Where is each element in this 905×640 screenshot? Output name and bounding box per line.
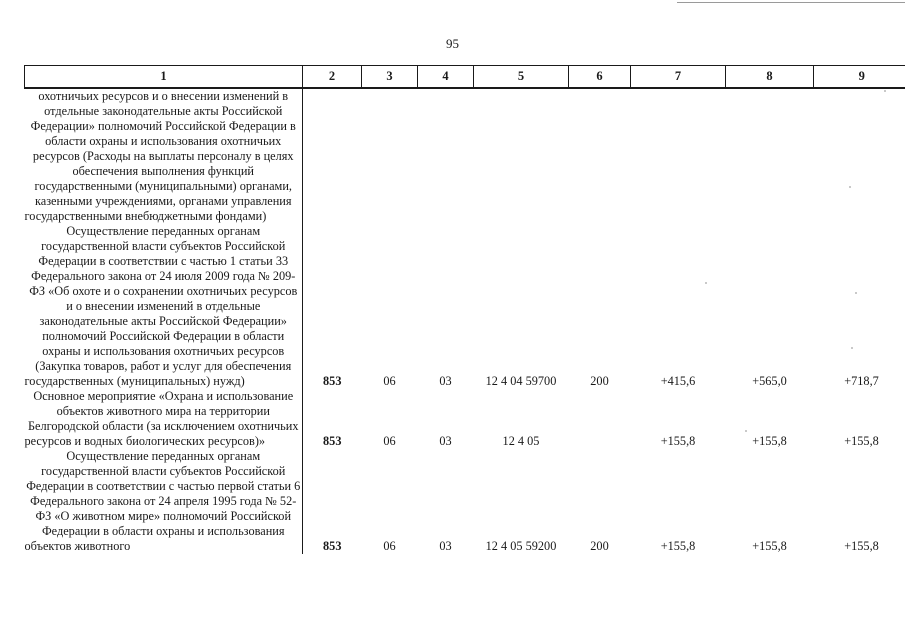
table-row [25,224,905,389]
cell-ministry-code [303,88,362,224]
row-description: Осуществление переданных органам государственной власти субъектов Российской Федерации в соответствии с частью 1 статьи 33 Федерального закона от 24 июля 2009 года № 209-ФЗ «Об охоте и о сохранении охотничьих ресурсов и о внесении изменений в отдельные законодательные акты Российской Федерации» полномочий Российской Федерации в области охраны и использования охотничьих ресурсов (Закупка товаров, работ и услуг для обеспечения государственных (муниципальных) нужд) [25,224,303,389]
row-description: Основное мероприятие «Охрана и использование объектов животного мира на территории Белгородской области (за исключением охотничьих ресурсов и водных биологических ресурсов)» [25,389,303,449]
column-header: 8 [726,66,814,89]
cell-amount-year3: +155,8 [844,434,879,448]
row-description: охотничьих ресурсов и о внесении изменений в отдельные законодательные акты Российской Федерации» полномочий Российской Федерации в области охраны и использования охотничьих ресурсов (Расходы на выплаты персоналу в целях обеспечения выполнения функций государственными (муниципальными) органами, казенными учреждениями, органами управления государственными внебюджетными фондами) [25,88,303,224]
column-header: 6 [569,66,631,89]
cell-target-article [474,88,569,224]
cell-amount-year3 [814,88,905,224]
budget-table [24,65,905,554]
cell-subsection [418,88,474,224]
cell-amount-year3: +718,7 [844,374,879,388]
cell-amount-year1: +415,6 [660,374,696,388]
cell-section: 06 [383,374,396,388]
header-row [25,66,905,89]
cell-ministry-code: 853 [323,539,342,553]
cell-target-article: 12 4 05 59200 [485,539,557,553]
cell-amount-year1 [631,88,726,224]
page-top-rule [677,2,905,3]
column-header: 2 [303,66,362,89]
cell-amount-year1: +155,8 [660,434,696,448]
cell-section: 06 [383,434,396,448]
column-header: 5 [474,66,569,89]
cell-section: 06 [383,539,396,553]
cell-subsection: 03 [439,434,452,448]
cell-expense-type: 200 [590,374,609,388]
scan-speck [851,347,853,349]
column-header: 9 [814,66,905,89]
cell-subsection: 03 [439,539,452,553]
scan-speck [745,430,747,432]
column-header: 4 [418,66,474,89]
cell-expense-type [569,389,631,449]
cell-amount-year2: +155,8 [752,539,787,553]
cell-target-article: 12 4 05 [502,434,540,448]
cell-expense-type: 200 [590,539,609,553]
scan-speck [849,186,851,188]
cell-amount-year2: +565,0 [752,374,787,388]
column-header: 1 [25,66,303,89]
page-number: 95 [446,36,459,51]
cell-ministry-code: 853 [323,434,342,448]
table-row [25,389,905,449]
cell-subsection: 03 [439,374,452,388]
row-description: Осуществление переданных органам государственной власти субъектов Российской Федерации в соответствии с частью первой статьи 6 Федерального закона от 24 апреля 1995 года № 52-ФЗ «О животном мире» полномочий Российской Федерации в области охраны и использования объектов животного [25,449,303,554]
cell-target-article: 12 4 04 59700 [485,374,557,388]
table-row [25,88,905,224]
scan-speck [705,282,707,284]
cell-expense-type [569,88,631,224]
cell-amount-year2: +155,8 [752,434,787,448]
cell-ministry-code: 853 [323,374,342,388]
cell-amount-year3: +155,8 [844,539,879,553]
column-header: 3 [362,66,418,89]
table-row [25,449,905,554]
scan-speck [855,292,857,294]
column-header: 7 [631,66,726,89]
cell-amount-year1: +155,8 [660,539,696,553]
cell-section [362,88,418,224]
scan-speck [884,90,886,92]
cell-amount-year2 [726,88,814,224]
